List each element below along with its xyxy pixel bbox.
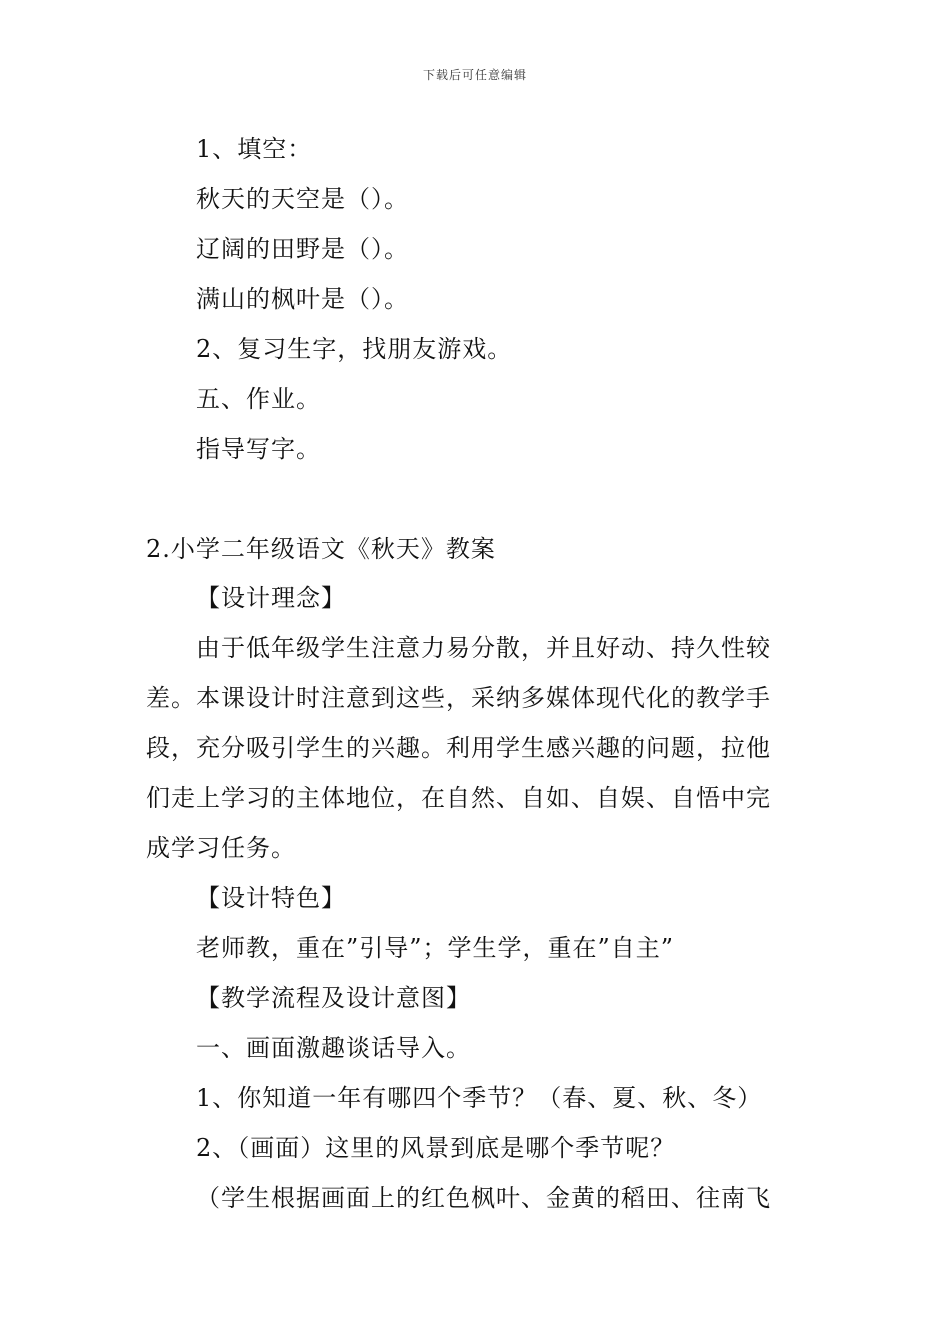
design-concept-heading: 【设计理念】 xyxy=(196,584,346,612)
blank-line-maple: 满山的枫叶是（）。 xyxy=(196,285,409,313)
step-one-heading: 一、画面激趣谈话导入。 xyxy=(196,1034,471,1062)
section-title: 2.小学二年级语文《秋天》教案 xyxy=(146,535,496,563)
question-two: 2、（画面）这里的风景到底是哪个季节呢？ xyxy=(196,1134,676,1162)
blank-line-sky: 秋天的天空是（）。 xyxy=(196,185,409,213)
blank-line-field: 辽阔的田野是（）。 xyxy=(196,235,409,263)
paragraph-line: 段，充分吸引学生的兴趣。利用学生感兴趣的问题，拉他 xyxy=(146,734,771,762)
writing-guidance: 指导写字。 xyxy=(196,435,321,463)
homework-heading: 五、作业。 xyxy=(196,385,321,413)
fill-blank-heading: 1、填空： xyxy=(196,135,313,163)
teaching-flow-heading: 【教学流程及设计意图】 xyxy=(196,984,471,1012)
paragraph-line: 差。本课设计时注意到这些，采纳多媒体现代化的教学手 xyxy=(146,684,771,712)
paragraph-line: 们走上学习的主体地位，在自然、自如、自娱、自悟中完 xyxy=(146,784,771,812)
design-feature-heading: 【设计特色】 xyxy=(196,884,346,912)
paragraph-line: 成学习任务。 xyxy=(146,834,296,862)
student-answer-line: （学生根据画面上的红色枫叶、金黄的稻田、往南飞 xyxy=(196,1184,771,1212)
review-line: 2、复习生字，找朋友游戏。 xyxy=(196,335,513,363)
feature-line: 老师教，重在”引导”；学生学，重在”自主” xyxy=(196,934,675,962)
question-one: 1、你知道一年有哪四个季节？（春、夏、秋、冬） xyxy=(196,1084,763,1112)
page-header: 下载后可任意编辑 xyxy=(422,68,527,82)
paragraph-line: 由于低年级学生注意力易分散，并且好动、持久性较 xyxy=(196,634,771,662)
